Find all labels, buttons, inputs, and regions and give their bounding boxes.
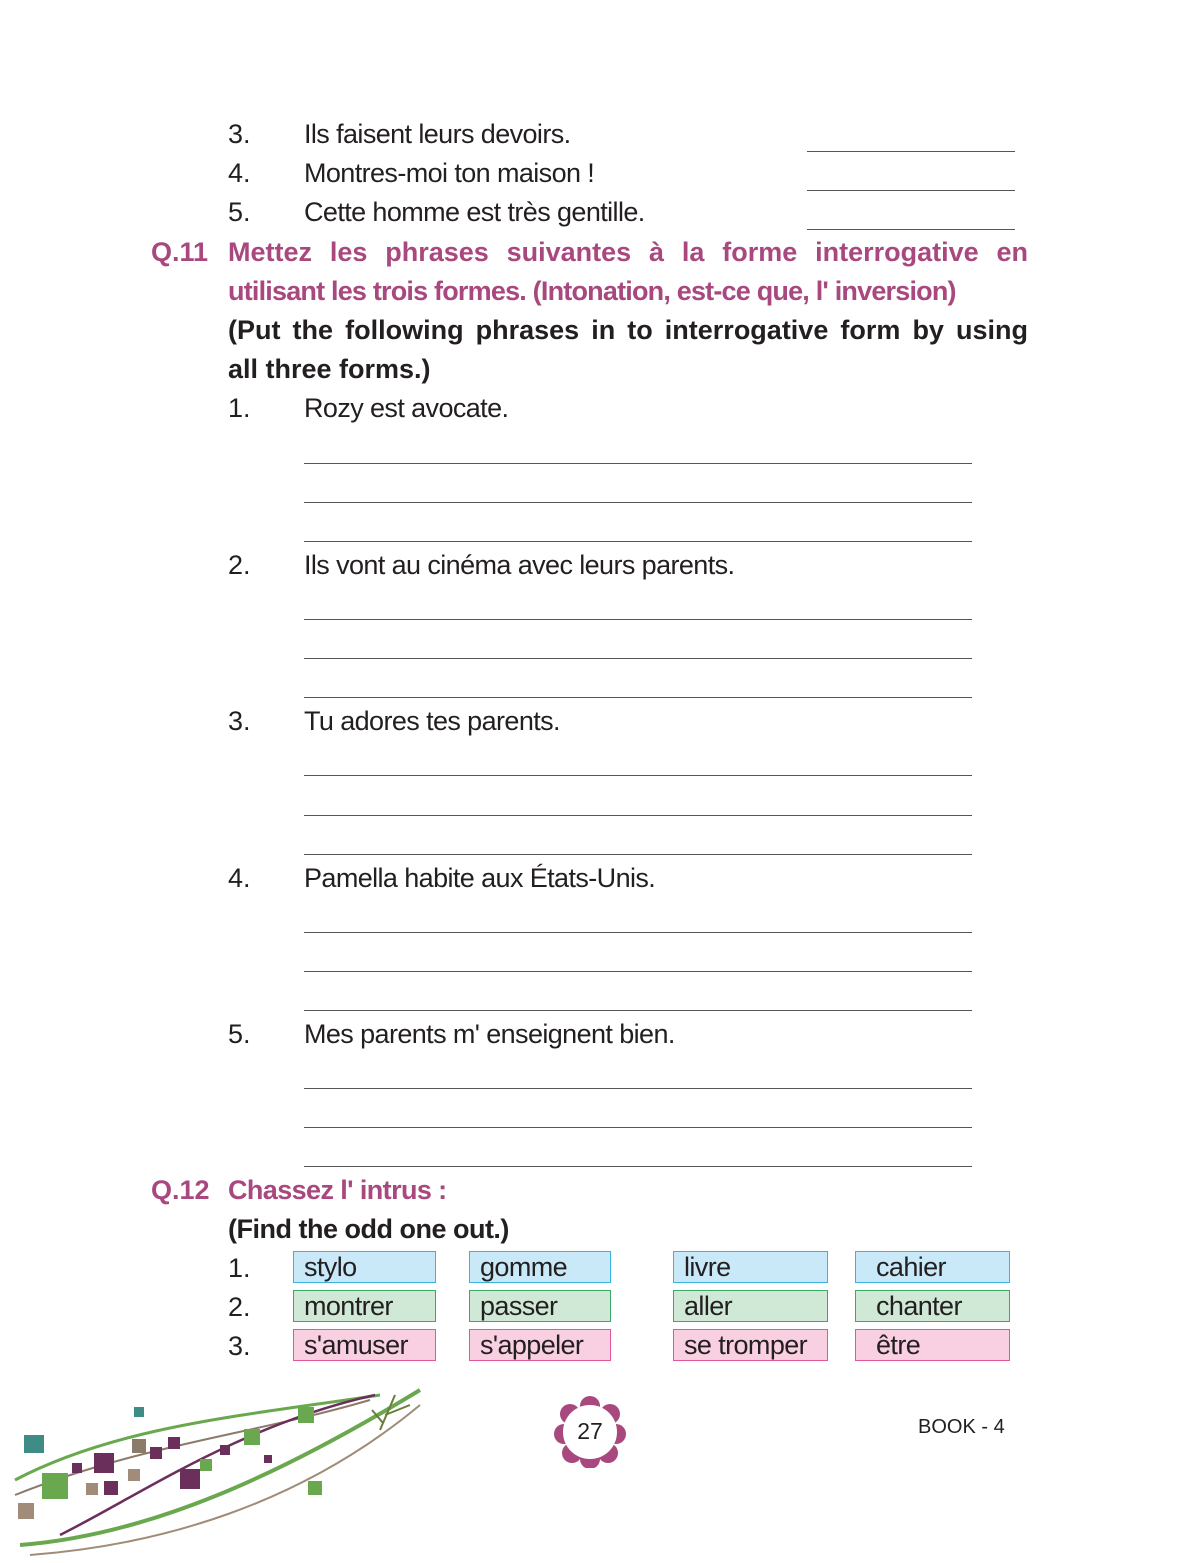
answer-line[interactable] <box>304 775 972 776</box>
item-sentence: Ils faisent leurs devoirs. <box>304 119 571 149</box>
answer-line[interactable] <box>304 815 972 816</box>
item-number: 5. <box>228 197 251 227</box>
word-box[interactable]: passer <box>469 1290 611 1322</box>
item-sentence: Tu adores tes parents. <box>304 706 560 736</box>
question-instruction: (Find the odd one out.) <box>228 1214 509 1244</box>
row-number: 3. <box>228 1331 251 1361</box>
answer-line[interactable] <box>304 932 972 933</box>
question-instruction: (Put the following phrases in to interrogative form by using <box>228 315 1028 345</box>
question-instruction: all three forms.) <box>228 354 431 384</box>
book-label: BOOK - 4 <box>918 1416 1005 1438</box>
footer-swirl-decoration <box>0 1385 440 1563</box>
page-number: 27 <box>577 1418 603 1444</box>
word-box[interactable]: être <box>855 1329 1010 1361</box>
word-box[interactable]: cahier <box>855 1251 1010 1283</box>
item-number: 1. <box>228 393 251 423</box>
item-number: 2. <box>228 550 251 580</box>
item-number: 3. <box>228 119 251 149</box>
answer-line[interactable] <box>304 971 972 972</box>
item-number: 5. <box>228 1019 251 1049</box>
answer-line[interactable] <box>304 502 972 503</box>
row-number: 2. <box>228 1292 251 1322</box>
answer-line[interactable] <box>304 463 972 464</box>
answer-line[interactable] <box>304 1088 972 1089</box>
word-box[interactable]: s'amuser <box>293 1329 436 1361</box>
item-sentence: Pamella habite aux États-Unis. <box>304 863 656 893</box>
word-box[interactable]: gomme <box>469 1251 611 1283</box>
word-box[interactable]: aller <box>673 1290 828 1322</box>
word-box[interactable]: stylo <box>293 1251 436 1283</box>
question-title: Mettez les phrases suivantes à la forme interrogative en <box>228 237 1028 267</box>
answer-line[interactable] <box>304 619 972 620</box>
answer-line[interactable] <box>304 1127 972 1128</box>
item-number: 3. <box>228 706 251 736</box>
answer-line[interactable] <box>304 1166 972 1167</box>
item-sentence: Ils vont au cinéma avec leurs parents. <box>304 550 735 580</box>
item-sentence: Mes parents m' enseignent bien. <box>304 1019 675 1049</box>
item-sentence: Rozy est avocate. <box>304 393 509 423</box>
answer-line[interactable] <box>304 697 972 698</box>
answer-line[interactable] <box>304 1010 972 1011</box>
answer-line[interactable] <box>807 151 1015 152</box>
word-box[interactable]: se tromper <box>673 1329 828 1361</box>
answer-line[interactable] <box>807 190 1015 191</box>
answer-line[interactable] <box>304 541 972 542</box>
item-sentence: Montres-moi ton maison ! <box>304 158 595 188</box>
row-number: 1. <box>228 1253 251 1283</box>
item-number: 4. <box>228 863 251 893</box>
answer-line[interactable] <box>304 854 972 855</box>
question-title: utilisant les trois formes. (Intonation, est-ce que, l' inversion) <box>228 276 956 306</box>
item-number: 4. <box>228 158 251 188</box>
word-box[interactable]: chanter <box>855 1290 1010 1322</box>
answer-line[interactable] <box>807 229 1015 230</box>
word-box[interactable]: s'appeler <box>469 1329 611 1361</box>
question-title: Chassez l' intrus : <box>228 1175 447 1205</box>
answer-line[interactable] <box>304 658 972 659</box>
item-sentence: Cette homme est très gentille. <box>304 197 645 227</box>
word-box[interactable]: livre <box>673 1251 828 1283</box>
question-label: Q.11 <box>151 237 209 267</box>
word-box[interactable]: montrer <box>293 1290 436 1322</box>
question-label: Q.12 <box>151 1175 210 1205</box>
